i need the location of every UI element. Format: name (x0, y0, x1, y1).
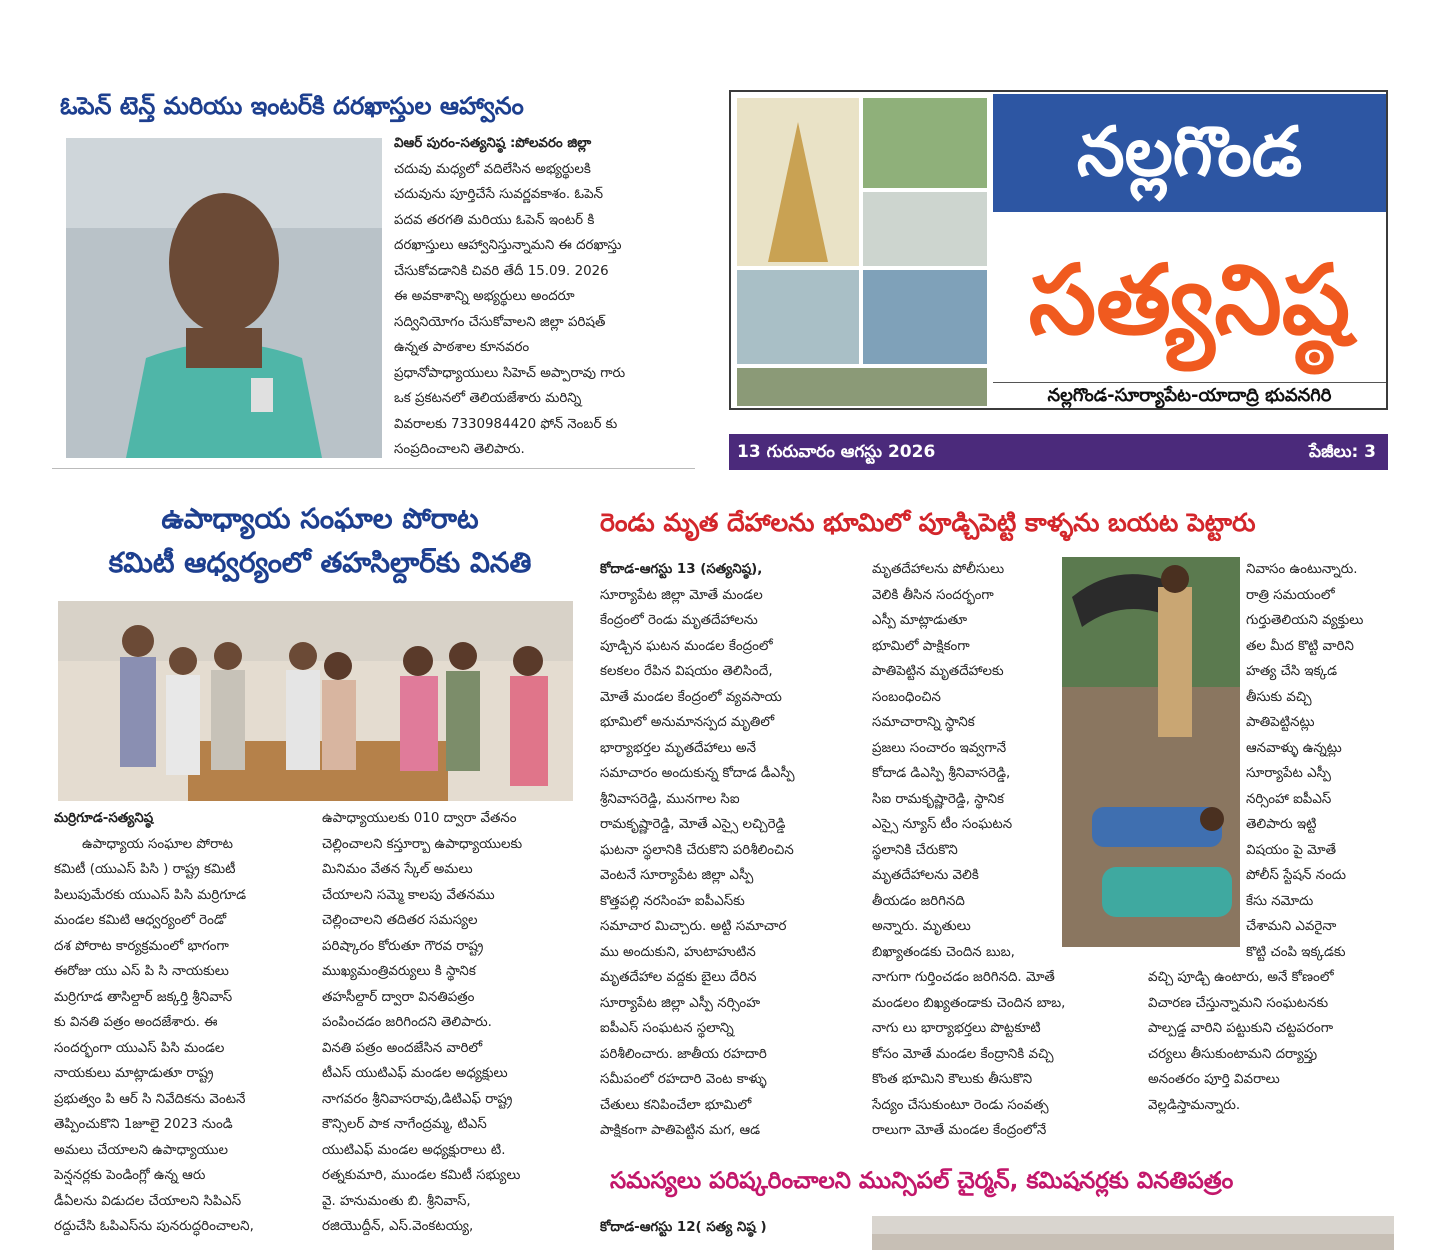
article2-col1-line: దశ పోరాట కార్యక్రమంలో భాగంగా (54, 938, 229, 954)
article1-photo-headmaster (66, 138, 382, 458)
article3-col3-line: విచారణ చేస్తున్నామని సంఘటనకు (1148, 995, 1329, 1011)
masthead (729, 90, 1388, 410)
article3-col2-line: రాలుగా మోతే మండల కేంద్రంలోనే (872, 1123, 1047, 1138)
article1-line: ప్రధానోపాధ్యాయులు సిహెచ్ అప్పారావు గారు (394, 365, 626, 381)
article3-col3-line: తెలిపారు ఇట్టి (1246, 817, 1317, 832)
article1-line: దరఖాస్తులు ఆహ్వానిస్తున్నామని ఈ దరఖాస్తు (394, 238, 622, 253)
article1-line: వివరాలకు 7330984420 ఫోన్ నెంబర్ కు (394, 416, 618, 432)
article2-col1-line: తెప్పించుకొని 1జూలై 2023 నుండి (54, 1117, 233, 1132)
article3-col2-line: బిఖ్యాతండకు చెందిన బుబ, (872, 944, 1015, 960)
article1-line: చదువును పూర్తిచేసే సువర్ణవకాశం. ఓపెన్ (394, 187, 604, 202)
article3-col2-line: స్థలానికి చేరుకొని (872, 842, 958, 858)
article1-divider (52, 468, 695, 469)
masthead-date-bar (729, 434, 1388, 470)
article3-col1-line: వెంటనే సూర్యాపేట జిల్లా ఎస్పీ (600, 868, 754, 883)
article3-col3-line: కొట్టి చంపి ఇక్కడకు (1246, 944, 1346, 960)
article1-line: ఒక ప్రకటనలో తెలియజేశారు మరిన్ని (394, 391, 582, 406)
masthead-title-top-band (993, 94, 1386, 212)
masthead-date: 13 గురువారం ఆగస్టు 2026 (737, 442, 936, 462)
article3-col2-line: కోదాడ డిఎస్పి శ్రీనివాసరెడ్డి, (872, 766, 1011, 781)
article3-col3-line: నర్సింహా ఐపీఎస్ (1246, 791, 1332, 807)
article1-line: ఉన్నత పాఠశాల కూనవరం (394, 340, 530, 355)
article2-col2-line: టీఎస్ యుటిఎఫ్ మండల అధ్యక్షులు (322, 1066, 508, 1081)
masthead-districts: నల్లగొండ-సూర్యాపేట-యాదాద్రి భువనగిరి (993, 382, 1386, 408)
article1-line: చేసుకోవడానికి చివరి తేదీ 15.09. 2026 (394, 263, 609, 279)
article2-column2 (322, 806, 584, 1240)
article2-col1-line: డీఏలను విడుదల చేయాలని సిపిఎస్ (54, 1193, 242, 1209)
article2-col2-line: చెల్లించాలని తదితర సమస్యల (322, 913, 478, 928)
article3-col2-line: కోసం మోతే మండల కేంద్రానికి వచ్చి (872, 1046, 1054, 1062)
article3-col3-line: చేశామని ఎవరైనా (1246, 919, 1337, 934)
article2-col1-line: మర్రిగూడ-సత్యనిష్ఠ (54, 811, 154, 826)
article3-col1-line: కోదాడ-ఆగస్టు 13 (సత్యనిష్ఠ), (600, 562, 763, 577)
article3-col2-line: సిఐ రామకృష్ణారెడ్డి, స్థానిక (872, 791, 1004, 807)
article2-col1-line: పిలుపుమేరకు యుఎస్ పిసి మర్రిగూడ (54, 887, 246, 903)
article4-headline: సమస్యలు పరిష్కరించాలని మున్సిపల్ చైర్మన్, కమిషనర్లకు వినతిపత్రం (610, 1168, 1234, 1194)
article1-line: విఆర్ పురం-సత్యనిష్ఠ :పోలవరం జిల్లా (394, 136, 592, 151)
article3-col2-line: సమాచారాన్ని స్థానిక (872, 715, 975, 730)
article2-col1-line: రద్దుచేసి ఓపిఎస్‌ను పునరుద్ధరించాలని, (54, 1219, 254, 1234)
article2-photo-delegation (58, 601, 573, 801)
article2-col2-line: వినతి పత్రం అందజేసిన వారిలో (322, 1040, 483, 1056)
article1-line: సద్వినియోగం చేసుకోవాలని జిల్లా పరిషత్ (394, 314, 606, 330)
article3-col2-line: ప్రజలు సంచారం ఇవ్వగానే (872, 740, 1007, 756)
article3-col2-line: పాతిపెట్టిన మృతదేహాలకు (872, 664, 1004, 679)
article3-col1-line: కేంద్రంలో రెండు మృతదేహాలను (600, 613, 758, 628)
article3-col1-line: రామకృష్ణారెడ్డి, మోతే ఎస్సై లచ్చిరెడ్డి (600, 817, 786, 832)
article2-col1-line: సందర్భంగా యుఎస్ పిసి మండల (54, 1040, 225, 1056)
article3-column3 (1148, 557, 1408, 1118)
article3-col3-line: ఆనవాళ్ళు ఉన్నట్లు (1246, 740, 1342, 756)
article3-col2-line: సేద్యం చేసుకుంటూ రెండు సంవత్స (872, 1097, 1049, 1113)
article3-col3-line: తీసుకు వచ్చి (1246, 689, 1312, 705)
article3-col3-line: చర్యలు తీసుకుంటామని దర్యాప్తు (1148, 1046, 1318, 1062)
article2-col1-line: మండల కమిటి ఆధ్వర్యంలో రెండో (54, 913, 227, 928)
article2-col2-line: రత్నకుమారి, ముండల కమిటీ సభ్యులు (322, 1168, 521, 1183)
article2-col2-line: మినిమం వేతన స్కేల్ అమలు (322, 862, 473, 877)
article2-col1-line: కమిటీ (యుఎస్ పిసి ) రాష్ట్ర కమిటీ (54, 862, 236, 877)
article1-line: పదవ తరగతి మరియు ఓపెన్ ఇంటర్ కి (394, 212, 595, 228)
article3-col1-line: కొత్తపల్లి నరసింహ ఐపీఎస్‌కు (600, 893, 745, 909)
article3-col2-line: ఎస్పీ మాట్లాడుతూ (872, 613, 968, 628)
article3-col3-line: పాతిపెట్టినట్లు (1246, 715, 1315, 730)
article3-col1-line: సమాచారం అందుకున్న కోదాడ డీఎస్పీ (600, 766, 795, 781)
article3-col1-line: ఐపీఎస్ సంఘటన స్థలాన్ని (600, 1021, 734, 1036)
article3-col1-line: సూర్యాపేట జిల్లా ఎస్పీ నర్సింహ (600, 995, 761, 1011)
article2-col1-line: మర్రిగూడ తాసిల్దార్ జక్కర్తి శ్రీనివాస్ (54, 989, 233, 1005)
article3-col3-line: గుర్తుతెలియని వ్యక్తులు (1246, 613, 1364, 628)
article3-col2-line: మృతదేహాలను పోలీసులు (872, 562, 1005, 577)
article3-col1-line: ము అందుకుని, హుటాహుటిన (600, 944, 756, 960)
article4-photo (872, 1216, 1394, 1250)
article3-col1-line: ఘటనా స్థలానికి చేరుకొని పరిశీలించిన (600, 842, 794, 858)
article3-col1-line: శ్రీనివాసరెడ్డి, మునగాల సిఐ (600, 791, 740, 807)
article2-col1-line: కు వినతి పత్రం అందజేశారు. ఈ (54, 1015, 218, 1030)
article3-col3-line: హత్య చేసి ఇక్కడ (1246, 664, 1337, 679)
article2-col1-line: ప్రభుత్వం పి ఆర్ సి నివేదికను వెంటనే (54, 1091, 246, 1107)
article2-col2-line: పంపించడం జరిగిందని తెలిపారు. (322, 1015, 492, 1030)
article2-col2-line: రజియొద్దీన్, ఎస్.వెంకటయ్య, (322, 1219, 474, 1234)
article2-col1-line: నాయకులు మాట్లాడుతూ రాష్ట్ర (54, 1066, 214, 1081)
article3-col2-line: కొంత భూమిని కౌలుకు తీసుకొని (872, 1072, 1033, 1087)
article3-col3-line: పాల్పడ్డ వారిని పట్టుకుని చట్టపరంగా (1148, 1021, 1334, 1036)
article3-col1-line: సూర్యాపేట జిల్లా మోతే మండల (600, 587, 763, 603)
article1-line: సంప్రదించాలని తెలిపారు. (394, 442, 525, 457)
article3-col2-line: ఎస్సై న్యూస్ టీం సంఘటన (872, 817, 1013, 832)
article4-dateline: కోదాడ-ఆగస్టు 12( సత్య నిష్ఠ ) (600, 1220, 767, 1235)
article3-col2-line: నాగుగా గుర్తించడం జరిగినది. మోతే (872, 970, 1055, 985)
article3-col1-line: మోతే మండల కేంద్రంలో వ్యవసాయ (600, 689, 782, 705)
article1-line: ఈ అవకాశాన్ని అభ్యర్థులు అందరూ (394, 289, 575, 304)
article3-column1 (600, 557, 862, 1144)
article3-col2-line: మృతదేహాలను వెలికి (872, 868, 979, 883)
article2-col2-line: కౌన్సిలర్ పాక నాగేంద్రమ్మ, టిఎస్ (322, 1117, 487, 1132)
article3-col3-line: పోలీస్ స్టేషన్ నందు (1246, 868, 1346, 883)
article2-column1 (54, 806, 316, 1240)
article3-col2-line: మండలం బిఖ్యతండాకు చెందిన బాబ, (872, 995, 1066, 1011)
article3-col1-line: పరిశీలించారు. జాతీయ రహదారి (600, 1046, 767, 1062)
article2-col1-line: అమలు చేయాలని ఉపాధ్యాయుల (54, 1142, 229, 1158)
article3-col3-line: వచ్చి పూడ్చి ఉంటారు, అనే కోణంలో (1148, 970, 1334, 985)
article3-col2-line: భూమిలో పాక్షికంగా (872, 638, 970, 654)
article3-col1-line: మృతదేహాల వద్దకు బైలు దేరిన (600, 970, 757, 985)
article3-col2-line: తీయడం జరిగినది (872, 893, 965, 909)
article3-col1-line: భూమిలో అనుమానస్పద మృతిలో (600, 715, 775, 730)
article2-headline-line1: ఉపాధ్యాయ సంఘాల పోరాట (161, 502, 479, 535)
masthead-temple-collage (733, 94, 991, 408)
article2-col2-line: చేయాలని సమ్మె కాలపు వేతనము (322, 887, 495, 903)
article3-col1-line: కలకలం రేపిన విషయం తెలిసిందే, (600, 664, 773, 679)
article3-col2-line: సంబంధించిన (872, 689, 941, 705)
article3-col2-line: వెలికి తీసిన సందర్భంగా (872, 587, 994, 603)
masthead-title-top: నల్లగొండ (1076, 113, 1303, 192)
article3-col1-line: సమాచార మిచ్చారు. అట్టి సమాచార (600, 919, 787, 934)
article2-col2-line: నాగవరం శ్రీనివాసరావు,డిటిఎఫ్ రాష్ట్ర (322, 1091, 513, 1107)
article3-col1-line: చేతులు కనిపించేలా భూమిలో (600, 1097, 752, 1113)
masthead-title-main: సత్యనిష్ఠ (1028, 244, 1351, 356)
article3-headline: రెండు మృత దేహాలను భూమిలో పూడ్చిపెట్టి కాళ్ళను బయట పెట్టారు (600, 508, 1256, 537)
article1-body (394, 131, 694, 463)
article3-col3-line: విషయం పై మోతే (1246, 842, 1336, 858)
article3-col1-line: పూడ్చిన ఘటన మండల కేంద్రంలో (600, 638, 773, 654)
article3-col3-line: నివాసం ఉంటున్నారు. (1246, 562, 1358, 577)
article2-headline-line2: కమిటీ ఆధ్వర్యంలో తహసిల్దార్‌కు వినతి (108, 546, 532, 579)
article3-col2-line: నాగు లు భార్యాభర్తలు పొట్టకూటి (872, 1021, 1041, 1036)
article3-col3-line: కేసు నమోదు (1246, 893, 1314, 909)
article3-col3-line: సూర్యాపేట ఎస్పీ (1246, 766, 1331, 781)
article2-col2-line: పరిష్కారం కోరుతూ గౌరవ రాష్ట్ర (322, 938, 484, 954)
article3-col3-line: తల మీద కొట్టి వారిని (1246, 638, 1354, 654)
article2-col2-line: ఉపాధ్యాయులకు 010 ద్వారా వేతనం (322, 811, 517, 826)
article1-headline: ఓపెన్ టెన్త్ మరియు ఇంటర్‌కి దరఖాస్తుల ఆహ్వానం (60, 92, 524, 120)
article3-col3-line: రాత్రి సమయంలో (1246, 587, 1335, 603)
article2-col2-line: తహసీల్దార్ ద్వారా వినతిపత్రం (322, 989, 475, 1005)
article1-line: చదువు మధ్యలో వదిలేసిన అభ్యర్థులకి (394, 161, 591, 177)
article3-col1-line: భార్యాభర్తల మృతదేహాలు అనే (600, 740, 756, 756)
article2-col2-line: చెల్లించాలని కస్తూర్బా ఉపాధ్యాయులకు (322, 836, 523, 852)
masthead-page-number: పేజీలు: 3 (1309, 442, 1376, 462)
article2-col1-line: ఈరోజు యు ఎస్ పి సి నాయకులు (54, 964, 229, 979)
article2-col2-line: ముఖ్యమంత్రివర్యులు కి స్థానిక (322, 964, 476, 979)
article3-col2-line: అన్నారు. మృతులు (872, 919, 971, 934)
article2-col2-line: యుటిఎఫ్ మండల అధ్యక్షురాలు టి. (322, 1142, 506, 1158)
article2-col1-line: ఉపాధ్యాయ సంఘాల పోరాట (82, 836, 233, 852)
article3-col1-line: సమీపంలో రహదారి వెంట కాళ్ళు (600, 1072, 767, 1087)
article3-col3-line: వెల్లడిస్తామన్నారు. (1148, 1097, 1241, 1113)
article2-col2-line: వై. హనుమంతు బి. శ్రీనివాస్, (322, 1193, 471, 1209)
article2-col1-line: పెన్షనర్లకు పెండింగ్లో ఉన్న ఆరు (54, 1168, 206, 1183)
article3-col3-line: అనంతరం పూర్తి వివరాలు (1148, 1072, 1280, 1087)
article3-col1-line: పాక్షికంగా పాతిపెట్టిన మగ, ఆడ (600, 1123, 761, 1138)
